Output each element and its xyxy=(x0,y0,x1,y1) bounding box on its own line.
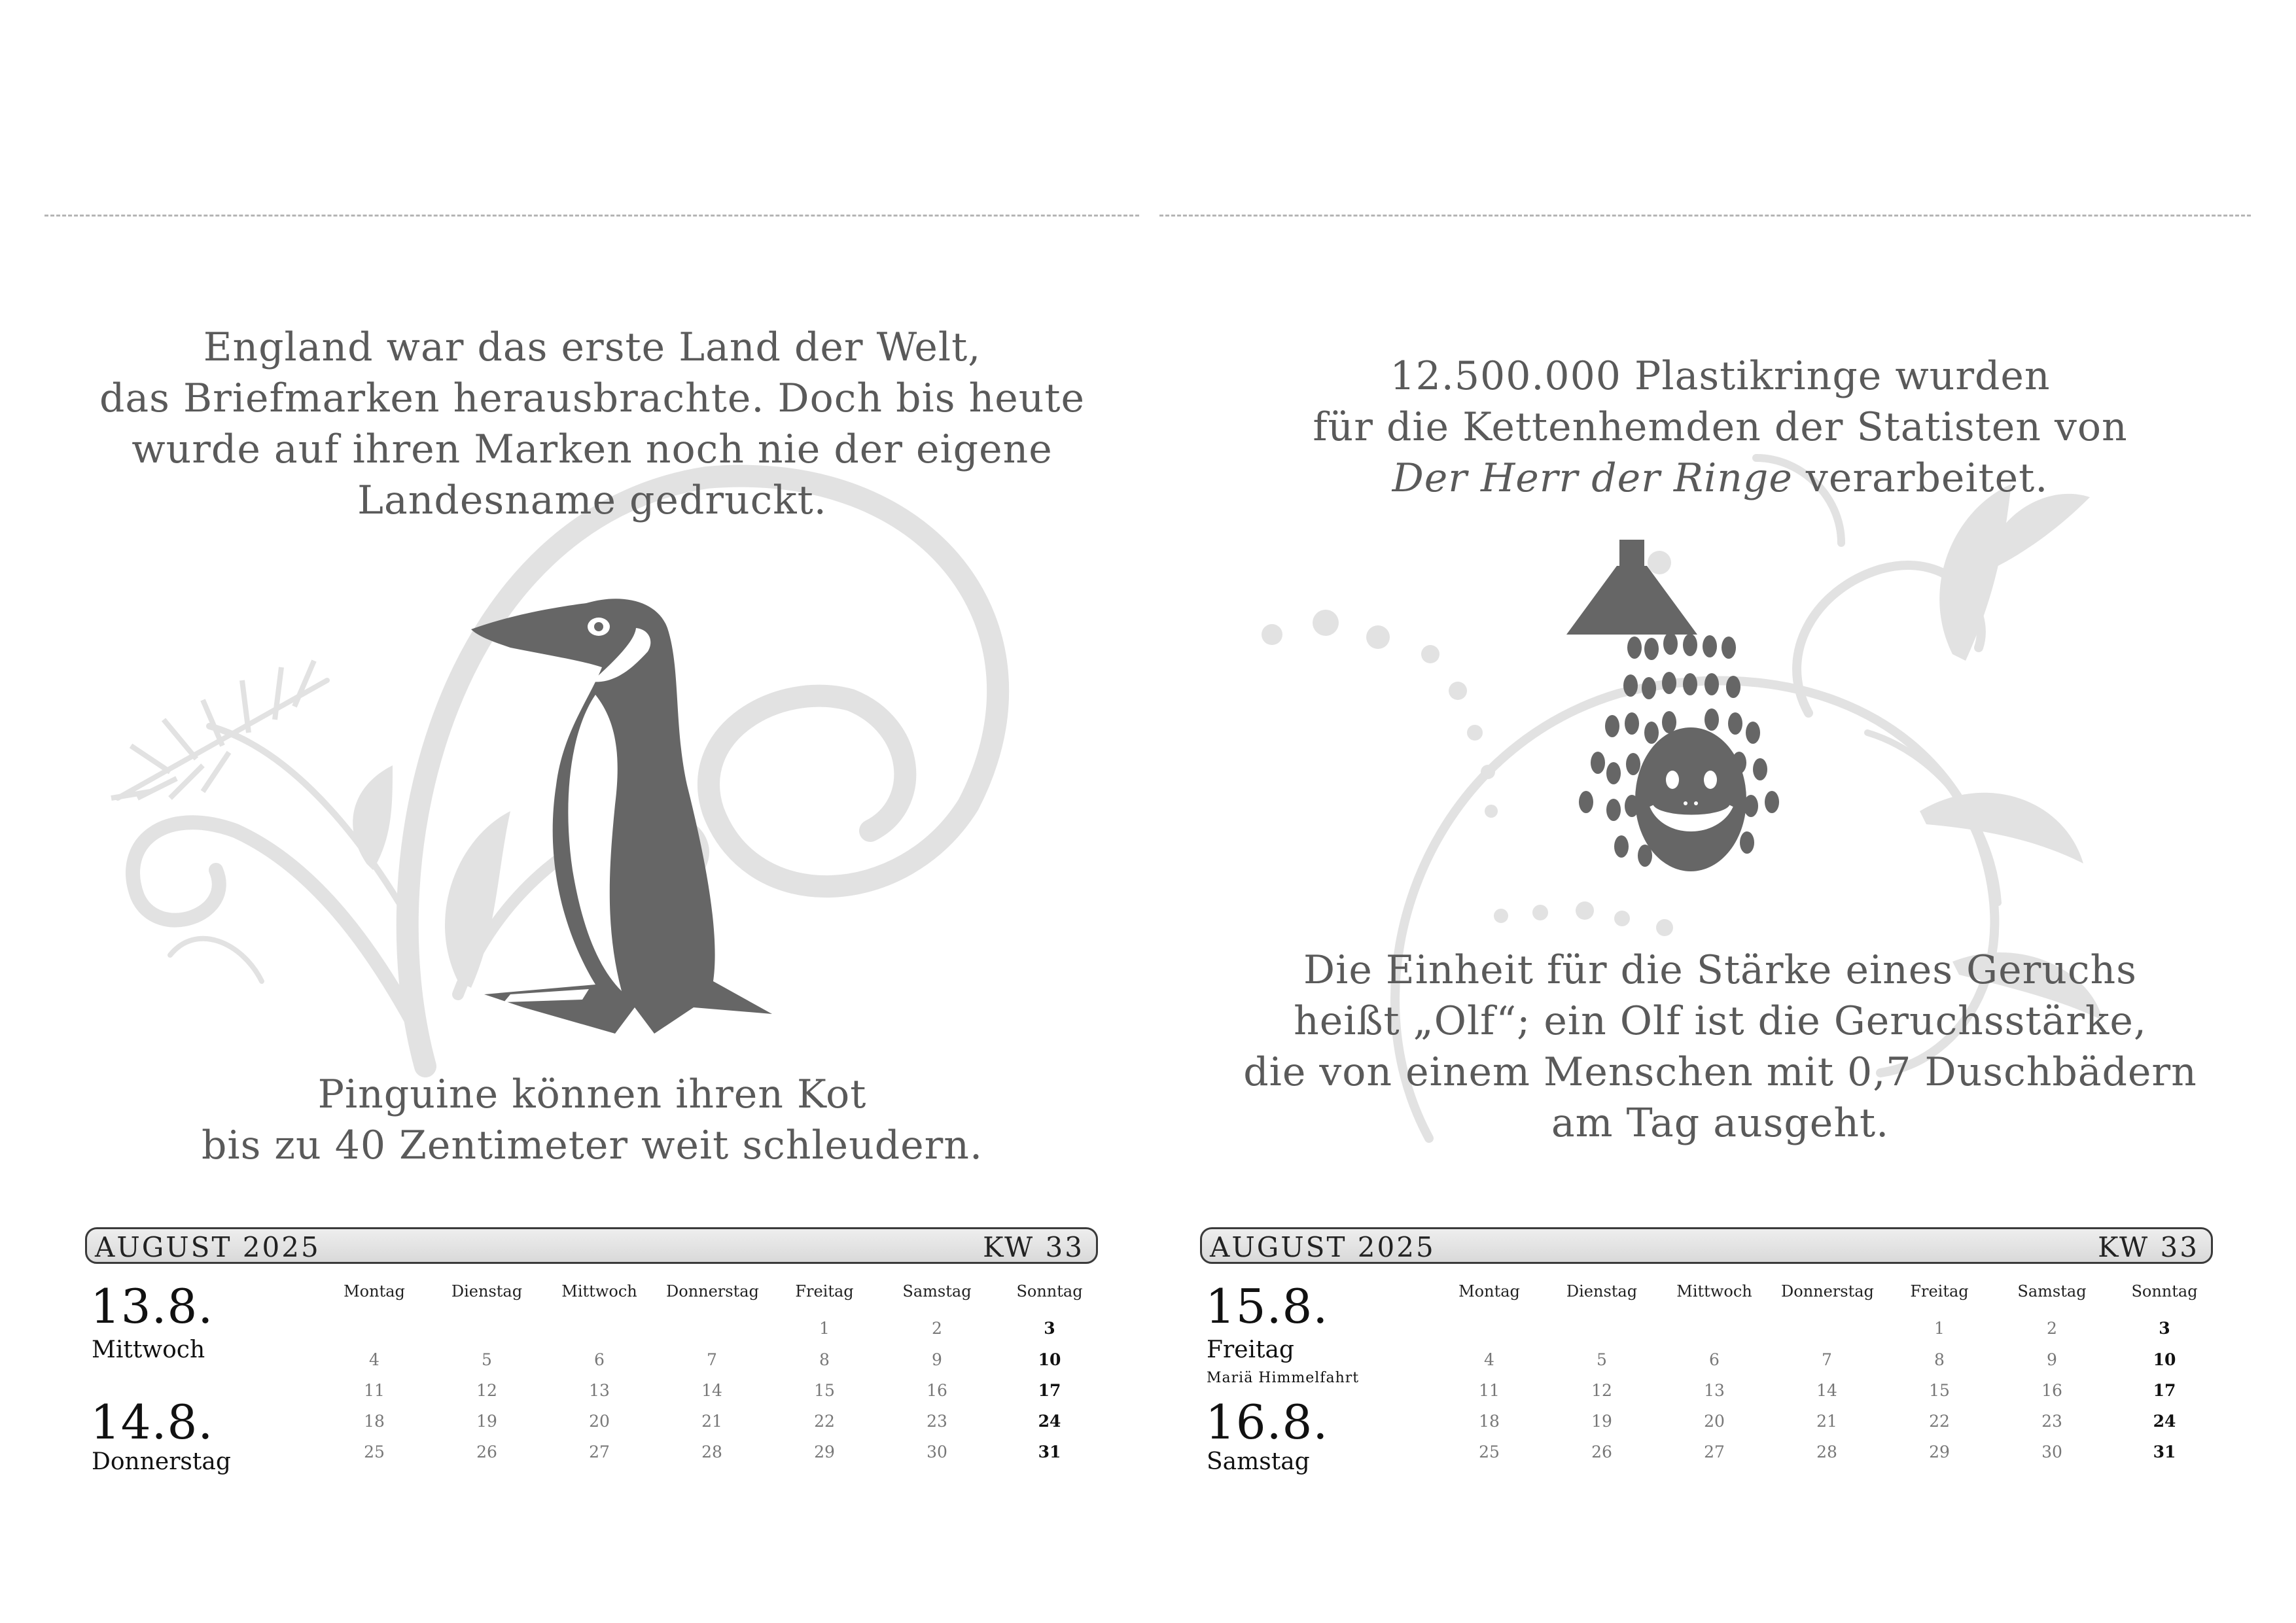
minical-day: 28 xyxy=(701,1442,722,1461)
minical-header: Freitag xyxy=(1910,1282,1969,1300)
minical-day: 27 xyxy=(589,1442,610,1461)
minical-header: Sonntag xyxy=(1016,1282,1083,1300)
minical-day: 5 xyxy=(1597,1350,1607,1369)
week-number: KW 33 xyxy=(2098,1231,2199,1263)
shower-drops xyxy=(1566,635,1894,909)
minical-day: 11 xyxy=(364,1381,385,1400)
minical-day: 25 xyxy=(364,1442,385,1461)
minical-day: 5 xyxy=(482,1350,492,1369)
holiday-label: Mariä Himmelfahrt xyxy=(1207,1370,1360,1386)
minical-day: 7 xyxy=(707,1350,717,1369)
minical-header: Dienstag xyxy=(451,1282,523,1300)
minical-day: 9 xyxy=(932,1350,942,1369)
day-weekday: Samstag xyxy=(1207,1448,1310,1475)
fact-penguin-line: bis zu 40 Zentimeter weit schleudern. xyxy=(201,1123,983,1168)
minical-day: 22 xyxy=(1929,1412,1950,1431)
minical-day: 14 xyxy=(701,1381,722,1400)
minical-day: 22 xyxy=(814,1412,835,1431)
minical-day: 13 xyxy=(1704,1381,1725,1400)
day-date: 16.8. xyxy=(1205,1395,1329,1450)
fact-stamps xyxy=(65,322,1119,526)
fact-olf-line: am Tag ausgeht. xyxy=(1551,1100,1890,1146)
minical-header: Freitag xyxy=(795,1282,854,1300)
minical-day: 11 xyxy=(1479,1381,1500,1400)
fact-rings xyxy=(1187,351,2253,504)
minical-day: 15 xyxy=(814,1381,835,1400)
minical-day: 3 xyxy=(1044,1319,1055,1338)
minical-day: 1 xyxy=(819,1319,830,1338)
minical-day: 17 xyxy=(1038,1381,1061,1400)
movie-title: Der Herr der Ringe xyxy=(1392,455,1793,501)
minical-day: 31 xyxy=(2153,1442,2176,1461)
fact-rings-line-end: verarbeitet. xyxy=(1792,455,2049,501)
fact-rings-line xyxy=(1187,453,2253,504)
minical-header: Sonntag xyxy=(2131,1282,2198,1300)
minical-header: Samstag xyxy=(2017,1282,2087,1300)
minical-day: 1 xyxy=(1934,1319,1945,1338)
minical-header: Donnerstag xyxy=(666,1282,759,1300)
minical-day: 9 xyxy=(2047,1350,2057,1369)
minical-day: 16 xyxy=(927,1381,947,1400)
minical-day: 19 xyxy=(476,1412,497,1431)
minical-header: Mittwoch xyxy=(561,1282,637,1300)
fact-stamps-line: das Briefmarken herausbrachte. Doch bis heute xyxy=(99,375,1085,421)
minical-day: 27 xyxy=(1704,1442,1725,1461)
minical-day: 12 xyxy=(1591,1381,1612,1400)
minical-header: Montag xyxy=(344,1282,405,1300)
minical-day: 28 xyxy=(1816,1442,1837,1461)
minical-day: 29 xyxy=(1929,1442,1950,1461)
minical-day: 21 xyxy=(701,1412,722,1431)
fact-stamps-line: England war das erste Land der Welt, xyxy=(203,324,981,370)
day-date: 15.8. xyxy=(1205,1279,1329,1334)
fact-olf xyxy=(1187,945,2253,1149)
minical-header: Dienstag xyxy=(1566,1282,1638,1300)
minical-day: 26 xyxy=(1591,1442,1612,1461)
fact-olf-line: heißt „Olf“; ein Olf ist die Geruchsstärke, xyxy=(1294,998,2147,1044)
minical-day: 31 xyxy=(1038,1442,1061,1461)
minical-header: Montag xyxy=(1458,1282,1520,1300)
minical-day: 14 xyxy=(1816,1381,1837,1400)
minical-day: 30 xyxy=(927,1442,947,1461)
fact-penguin xyxy=(65,1069,1119,1171)
minical-day: 17 xyxy=(2153,1381,2176,1400)
minical-day: 26 xyxy=(476,1442,497,1461)
month-label: AUGUST 2025 xyxy=(1210,1231,1436,1263)
minical-day: 8 xyxy=(819,1350,830,1369)
fact-stamps-line: Landesname gedruckt. xyxy=(357,478,827,523)
day-weekday: Mittwoch xyxy=(92,1336,205,1363)
minical-day: 8 xyxy=(1934,1350,1945,1369)
fact-stamps-line: wurde auf ihren Marken noch nie der eigene xyxy=(132,427,1053,472)
minical-day: 29 xyxy=(814,1442,835,1461)
minical-day: 15 xyxy=(1929,1381,1950,1400)
minical-day: 23 xyxy=(2041,1412,2062,1431)
minical-day: 20 xyxy=(1704,1412,1725,1431)
minical-day: 16 xyxy=(2041,1381,2062,1400)
minical-day: 10 xyxy=(2153,1350,2176,1369)
minical-day: 6 xyxy=(1709,1350,1720,1369)
minical-day: 10 xyxy=(1038,1350,1061,1369)
minical-day: 21 xyxy=(1816,1412,1837,1431)
minical-day: 4 xyxy=(1484,1350,1494,1369)
minical-day: 13 xyxy=(589,1381,610,1400)
day-date: 13.8. xyxy=(90,1279,214,1334)
minical-header: Samstag xyxy=(902,1282,972,1300)
minical-day: 12 xyxy=(476,1381,497,1400)
month-label: AUGUST 2025 xyxy=(95,1231,321,1263)
minical-day: 7 xyxy=(1822,1350,1832,1369)
day-date: 14.8. xyxy=(90,1395,214,1450)
day-weekday: Donnerstag xyxy=(92,1448,231,1475)
minical-day: 24 xyxy=(1038,1412,1061,1431)
week-bar xyxy=(1200,1227,2213,1264)
minical-day: 4 xyxy=(369,1350,380,1369)
page-right xyxy=(1148,0,2295,1623)
minical-header: Mittwoch xyxy=(1676,1282,1752,1300)
fact-olf-line: die von einem Menschen mit 0,7 Duschbädern xyxy=(1243,1049,2197,1095)
minical-day: 25 xyxy=(1479,1442,1500,1461)
minical-day: 24 xyxy=(2153,1412,2176,1431)
minical-day: 18 xyxy=(364,1412,385,1431)
fact-penguin-line: Pinguine können ihren Kot xyxy=(317,1072,867,1117)
day-weekday: Freitag xyxy=(1207,1336,1294,1363)
minical-day: 6 xyxy=(594,1350,605,1369)
minical-day: 2 xyxy=(2047,1319,2057,1338)
minical-day: 19 xyxy=(1591,1412,1612,1431)
minical-day: 30 xyxy=(2041,1442,2062,1461)
minical-day: 3 xyxy=(2159,1319,2170,1338)
week-number: KW 33 xyxy=(983,1231,1084,1263)
fact-rings-line: 12.500.000 Plastikringe wurden xyxy=(1390,353,2051,399)
minical-header: Donnerstag xyxy=(1781,1282,1874,1300)
minical-day: 20 xyxy=(589,1412,610,1431)
fact-rings-line: für die Kettenhemden der Statisten von xyxy=(1313,404,2128,450)
fact-olf-line: Die Einheit für die Stärke eines Geruchs xyxy=(1303,947,2137,993)
minical-day: 18 xyxy=(1479,1412,1500,1431)
week-bar xyxy=(85,1227,1098,1264)
minical-day: 23 xyxy=(927,1412,947,1431)
penguin-icon xyxy=(458,589,772,1034)
minical-day: 2 xyxy=(932,1319,942,1338)
